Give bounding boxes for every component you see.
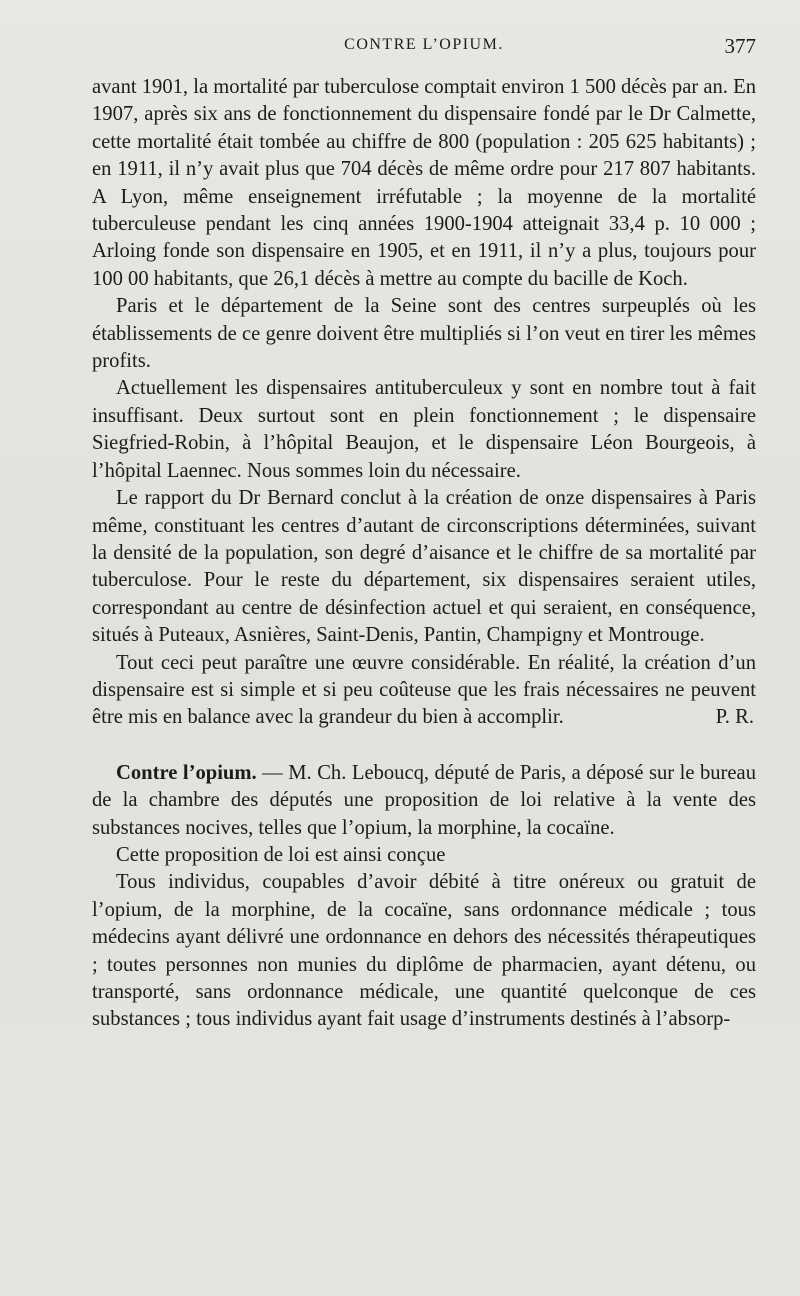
running-head — [92, 34, 756, 60]
body-text — [92, 74, 756, 1034]
paragraph-paris-seine: Paris et le département de la Seine sont des centres surpeuplés où les établissements de ce genre doivent être multipliés si l’on veut en tirer les mêmes profits. — [92, 295, 756, 373]
paragraph-law-text: Tous individus, coupables d’avoir débité à titre onéreux ou gratuit de l’opium, de la morphine, de la cocaïne, sans ordonnance médicale ; tous médecins ayant délivré une ordonnance en dehors des nécessités thérapeutiques ; toutes personnes non munies du diplôme de pharmacien, ayant détenu, ou transporté, sans ordonnance médicale, une quantité quelconque de ces substances ; tous individus ayant fait usage d’instruments destinés à l’absorp- — [92, 871, 756, 1031]
paragraph-continuation: avant 1901, la mortalité par tuberculose comptait environ 1 500 décès par an. En 1907, après six ans de fonctionnement du dispensaire fondé par le Dr Calmette, cette mortalité était tombée au chiffre de 800 (population : 205 625 habitants) ; en 1911, il n’y avait plus que 704 décès de même ordre pour 217 807 habitants. A Lyon, même enseignement irréfutable ; la moyenne de la mortalité tuberculeuse pendant les cinq années 1900-1904 atteignait 33,4 p. 10 000 ; Arloing fonde son dispensaire en 1905, et en 1911, il n’y a plus, toujours pour 100 00 habitants, que 26,1 décès à mettre au compte du bacille de Koch. — [92, 76, 756, 290]
section-lead-text: — M. Ch. Leboucq, député de Paris, a déposé sur le bureau de la chambre des députés une proposition de loi relative à la vente des substances nocives, telles que l’opium, la morphine, la cocaïne. — [92, 761, 756, 839]
section-opium-lead — [92, 760, 756, 842]
paragraph-dispensaires-actuels: Actuellement les dispensaires antituberculeux y sont en nombre tout à fait insuffisant. Deux surtout sont en plein fonctionnement ; le dispensaire Siegfried-Robin, à l’hôpital Beaujon, et le dispensaire Léon Bourgeois, à l’hôpital Laennec. Nous sommes loin du nécessaire. — [92, 377, 756, 482]
paragraph-rapport-bernard: Le rapport du Dr Bernard conclut à la création de onze dispensaires à Paris même, constituant les centres d’autant de circonscriptions déterminées, suivant la densité de la population, son degré d’aisance et le chiffre de sa mortalité par tuberculose. Pour le reste du département, six dispensaires seraient utiles, correspondant au centre de désinfection actuel et qui seraient, en conséquence, situés à Puteaux, Asnières, Saint-Denis, Pantin, Champigny et Montrouge. — [92, 487, 756, 647]
section-title: Contre l’opium. — [116, 761, 257, 784]
section-spacer — [92, 732, 756, 760]
author-initials: P. R. — [715, 706, 754, 729]
running-title: CONTRE L’OPIUM. — [344, 36, 504, 53]
page-number: 377 — [724, 34, 756, 58]
paragraph-conclusion — [92, 650, 756, 732]
paragraph-proposition: Cette proposition de loi est ainsi conçue — [116, 843, 446, 866]
conclusion-text: Tout ceci peut paraître une œuvre considérable. En réalité, la création d’un dispensaire est si simple et si peu coûteuse que les frais nécessaires ne peuvent être mis en balance avec la grandeur du bien à accomplir. — [92, 651, 756, 729]
